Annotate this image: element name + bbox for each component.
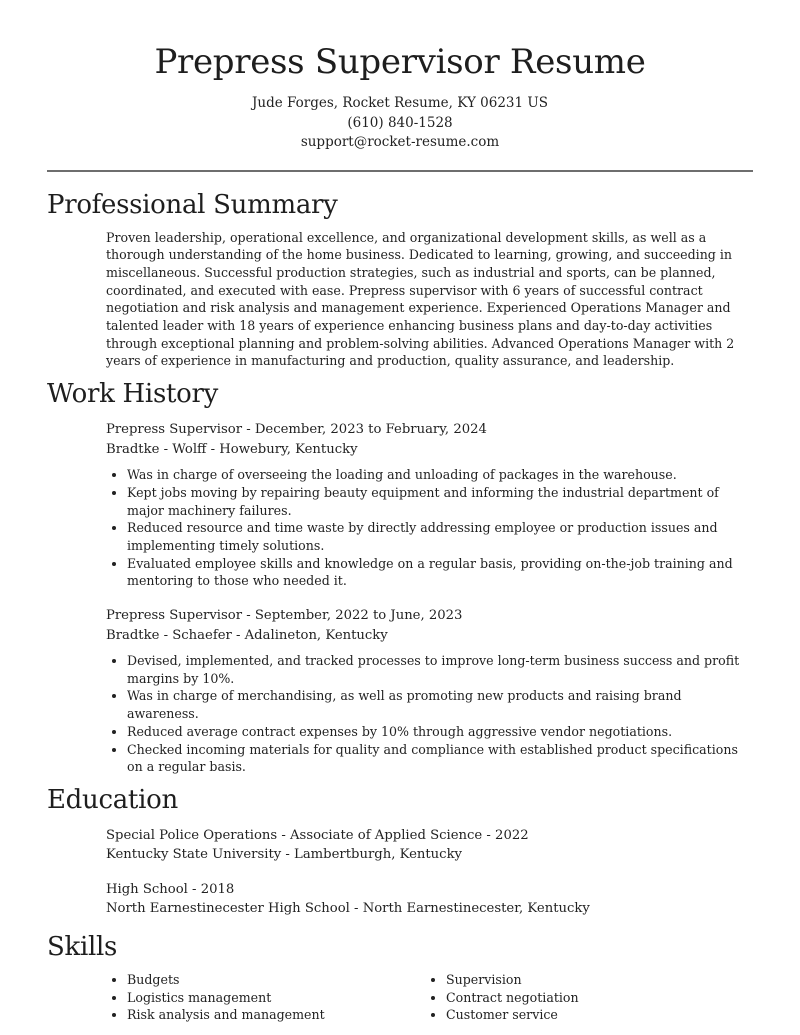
school-line: Kentucky State University - Lambertburgh, Kentucky (106, 847, 463, 863)
job-entry (106, 606, 754, 776)
skill-item: • Supervision (446, 971, 744, 989)
resume-header (0, 0, 800, 172)
list-item: • Was in charge of merchandising, as well as promoting new products and raising brand awareness. (127, 687, 754, 722)
skill-item: • Budgets (127, 971, 425, 989)
skill-item: • Customer service (446, 1006, 744, 1024)
list-item: • Checked incoming materials for quality and compliance with established product specifications on a regular basis. (127, 741, 754, 776)
list-item: • Kept jobs moving by repairing beauty equipment and informing the industrial department of major machinery failures. (127, 484, 754, 519)
skills-grid (0, 971, 800, 1024)
contact-email: support@rocket-resume.com (300, 134, 500, 150)
degree-line: High School - 2018 (106, 881, 235, 897)
section-heading: Education (47, 784, 178, 815)
section-heading: Skills (47, 931, 118, 962)
section-work-history (0, 378, 800, 776)
list-item: • Evaluated employee skills and knowledge on a regular basis, providing on-the-job training and mentoring to those who needed it. (127, 555, 754, 590)
section-professional-summary (0, 189, 800, 371)
contact-info (0, 94, 800, 153)
school-line: North Earnestinecester High School - North Earnestinecester, Kentucky (106, 901, 590, 917)
skill-item: • Risk analysis and management (127, 1006, 425, 1024)
contact-phone: (610) 840-1528 (347, 114, 453, 131)
job-bullets (106, 652, 754, 776)
section-heading: Professional Summary (47, 189, 338, 220)
job-entry (106, 420, 754, 590)
header-divider (47, 170, 753, 172)
education-entry (106, 826, 754, 865)
list-item: • Was in charge of overseeing the loading and unloading of packages in the warehouse. (127, 466, 754, 484)
job-company-line: Bradtke - Wolff - Howebury, Kentucky (106, 441, 358, 457)
degree-line: Special Police Operations - Associate of Applied Science - 2022 (106, 827, 529, 843)
skills-column-right (425, 971, 744, 1024)
job-bullets (106, 466, 754, 590)
contact-address: Jude Forges, Rocket Resume, KY 06231 US (251, 95, 549, 111)
job-company-line: Bradtke - Schaefer - Adalineton, Kentucky (106, 627, 388, 643)
education-entry (106, 880, 754, 919)
skills-column-left (106, 971, 425, 1024)
page-title: Prepress Supervisor Resume (154, 42, 646, 82)
section-education (0, 784, 800, 919)
list-item: • Reduced average contract expenses by 10% through aggressive vendor negotiations. (127, 723, 754, 741)
job-title-line: Prepress Supervisor - December, 2023 to February, 2024 (106, 422, 487, 438)
section-heading: Work History (47, 379, 219, 410)
skill-item: • Contract negotiation (446, 989, 744, 1007)
job-title-line: Prepress Supervisor - September, 2022 to June, 2023 (106, 608, 463, 624)
section-skills (0, 931, 800, 1024)
skill-item: • Logistics management (127, 989, 425, 1007)
summary-text: Proven leadership, operational excellence, and organizational development skills, as well as a thorough understanding of the home business. Dedicated to learning, growing, and succeeding in miscellaneous. Successful production strategies, such as industrial and sports, can be planned, coordinated, and executed with ease. Prepress supervisor with 6 years of successful contract negotiation and risk analysis and management experience. Experienced Operations Manager and talented leader with 18 years of experience enhancing business plans and day-to-day activities through exceptional planning and problem-solving abilities. Advanced Operations Manager with 2 years of experience in manufacturing and production, quality assurance, and leadership. (106, 229, 735, 369)
list-item: • Devised, implemented, and tracked processes to improve long-term business success and profit margins by 10%. (127, 652, 754, 687)
list-item: • Reduced resource and time waste by directly addressing employee or production issues and implementing timely solutions. (127, 519, 754, 554)
